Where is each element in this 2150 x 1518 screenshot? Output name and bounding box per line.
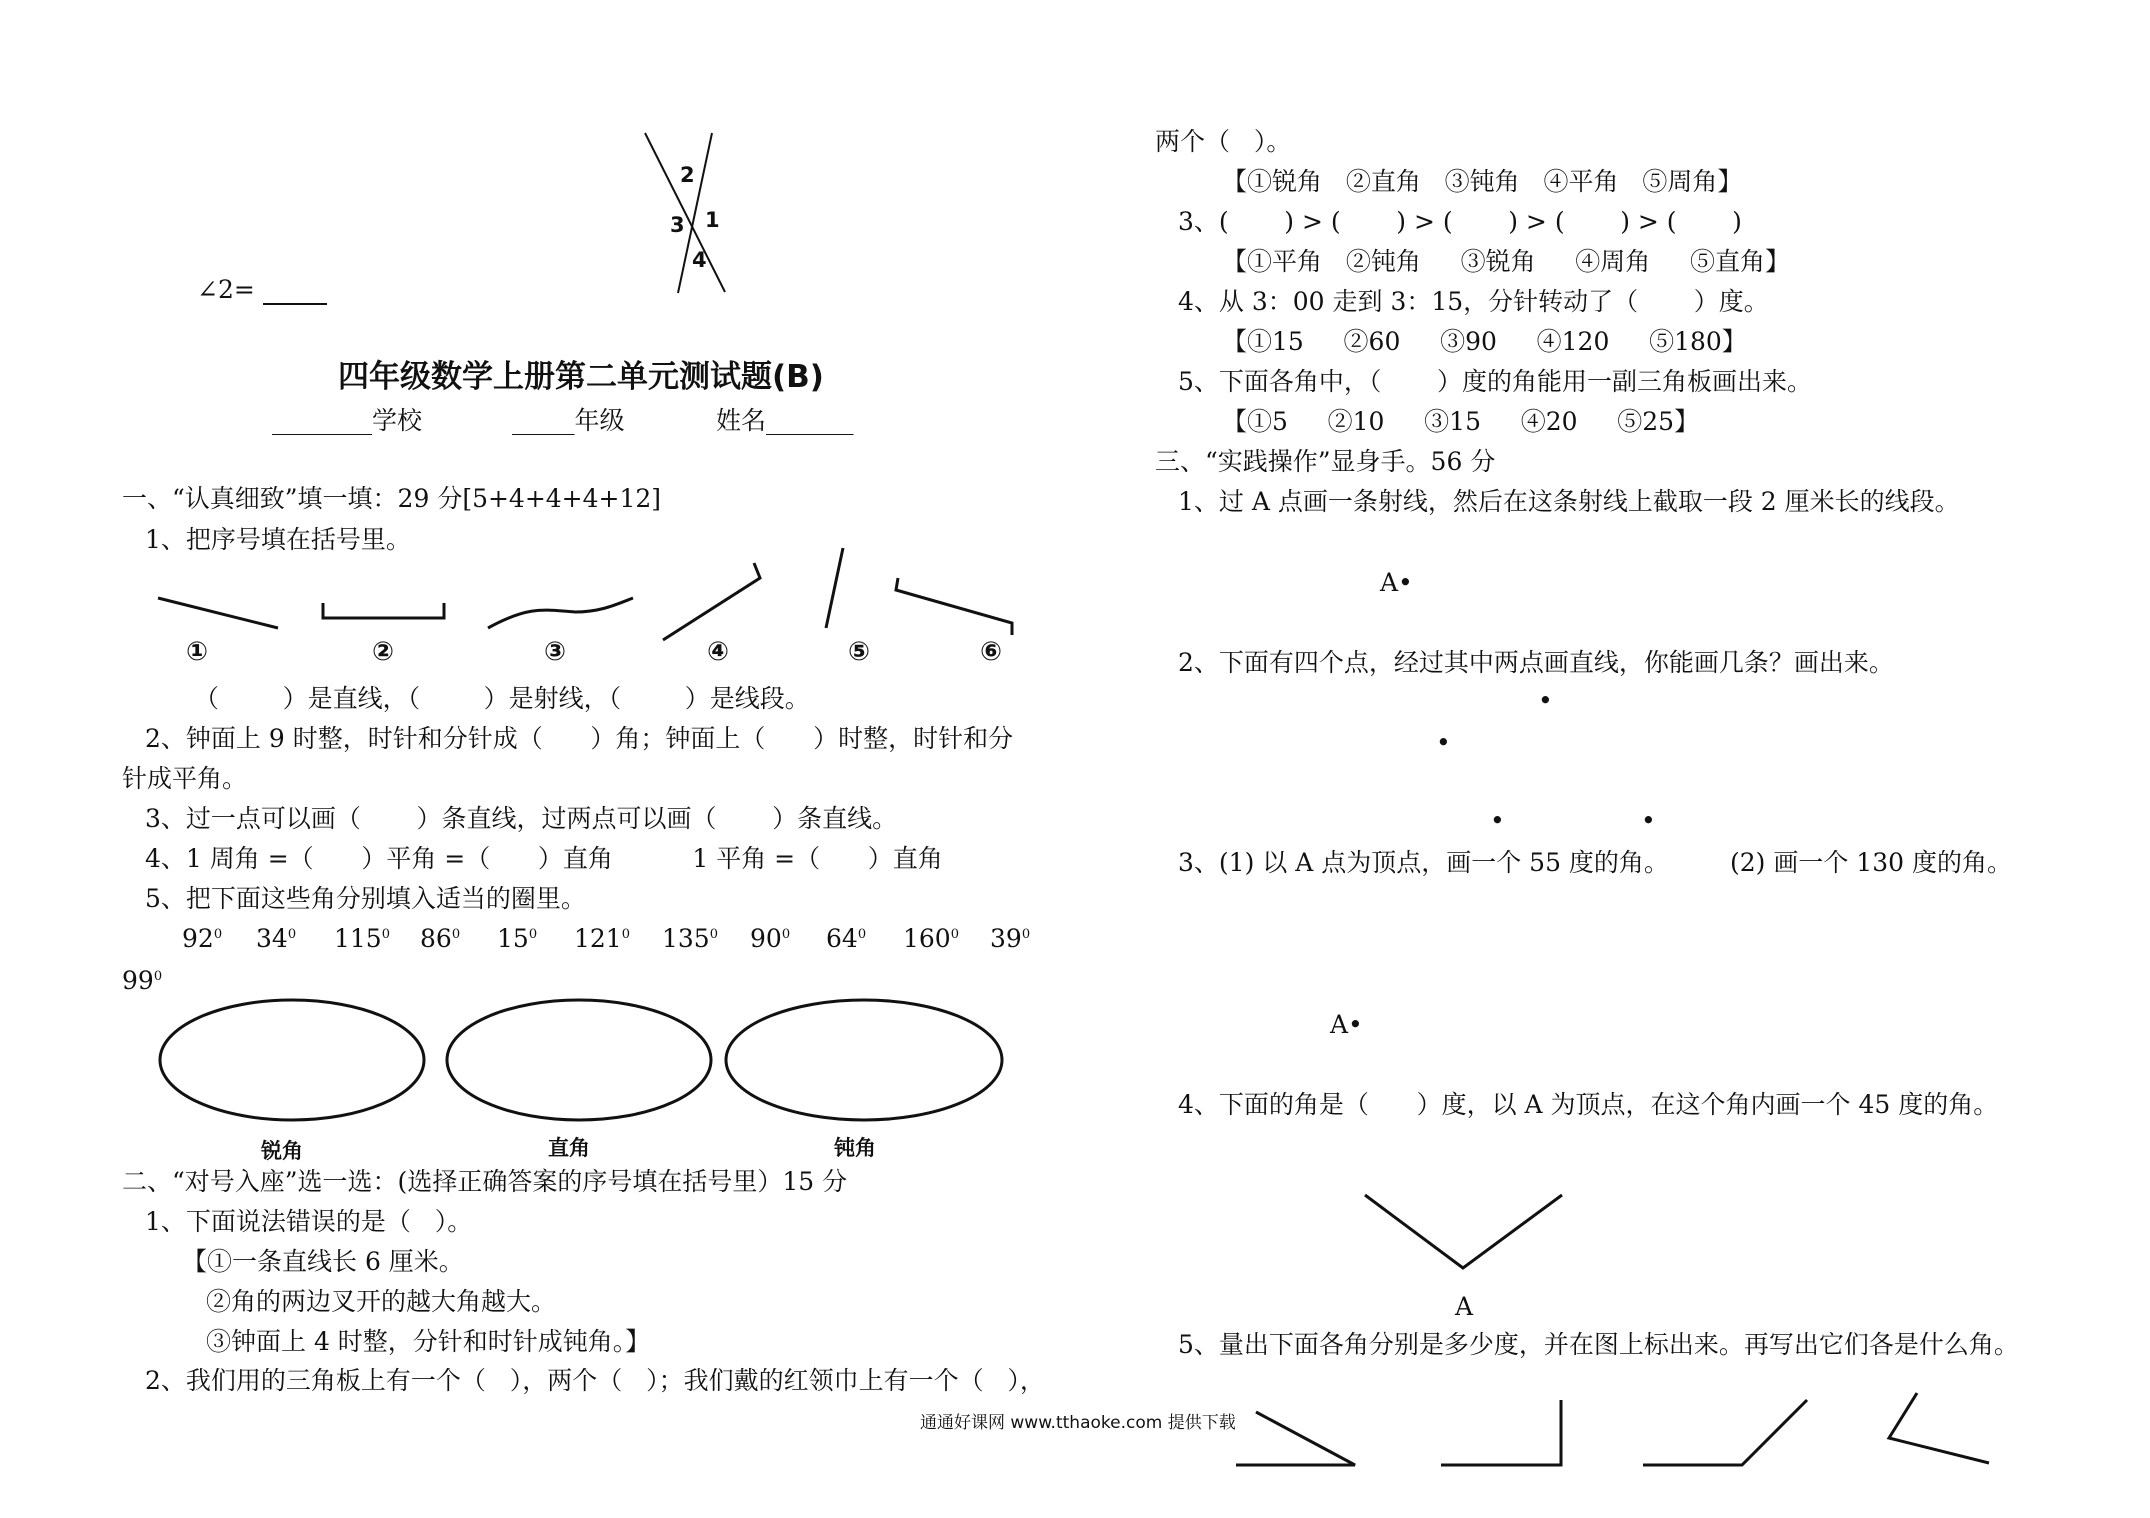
angle-value: $121^0$ [574,924,630,953]
s2-q4-options: 【①15 ②60 ③90 ④120 ⑤180】 [1222,327,1747,356]
s3-q5: 5、量出下面各角分别是多少度，并在图上标出来。再写出它们各是什么角。 [1178,1330,2019,1359]
vertex-a-label: A [1455,1292,1474,1321]
s1-q3: 3、过一点可以画（ ）条直线，过两点可以画（ ）条直线。 [145,804,898,833]
s3-q1: 1、过 A 点画一条射线，然后在这条射线上截取一段 2 厘米长的线段。 [1178,487,1960,516]
shape-label-6: ⑥ [980,637,1003,667]
section2-heading: 二、“对号入座”选一选：(选择正确答案的序号填在括号里）15 分 [122,1167,848,1196]
dot-4: • [1641,806,1656,835]
section1-heading: 一、“认真细致”填一填：29 分[5+4+4+4+12] [122,484,662,513]
s1-q2-cont: 针成平角。 [122,764,248,793]
q5-angle-1 [1236,1412,1355,1465]
angle-value: $64^0$ [826,924,867,953]
angle-value: $99^0$ [122,966,163,995]
point-a-q1: A• [1380,568,1413,597]
point-a-q3: A• [1330,1010,1363,1039]
s1-q4: 4、1 周角 =（ ）平角 =（ ）直角 1 平角 =（ ）直角 [145,844,943,873]
angle-label-3: 3 [670,213,685,237]
oval-label-obtuse: 钝角 [834,1136,876,1160]
angle-value: $115^0$ [334,924,390,953]
angle-value: $160^0$ [903,924,959,953]
angle-value: $86^0$ [420,924,461,953]
shape-label-3: ③ [544,637,567,667]
oval-label-acute: 锐角 [261,1139,303,1163]
s2-q1-opt1: 【①一条直线长 6 厘米。 [182,1247,464,1276]
s2-q5: 5、下面各角中，（ ）度的角能用一副三角板画出来。 [1178,367,1813,396]
dot-2: • [1436,728,1451,757]
angle-label-1: 1 [705,208,720,232]
s2-q1-opt3: ③钟面上 4 时整，分针和时针成钝角。】 [206,1327,651,1356]
angle-value: $15^0$ [497,924,538,953]
s3-q3b: (2) 画一个 130 度的角。 [1730,848,2012,877]
s3-q3a: 3、(1) 以 A 点为顶点，画一个 55 度的角。 [1178,848,1669,877]
s2-q2-cont: 两个（ ）。 [1155,127,1292,156]
s2-q3: 3、( ) > ( ) > ( ) > ( ) > ( ) [1178,207,1742,236]
s1-q1: 1、把序号填在括号里。 [145,525,411,554]
footer-credit: 通通好课网 www.tthaoke.com 提供下载 [920,1413,1236,1433]
s1-q5: 5、把下面这些角分别填入适当的圈里。 [145,884,586,913]
angle2-prompt: ∠2= [197,275,327,305]
dot-1: • [1538,686,1553,715]
angle-value: $92^0$ [182,924,223,953]
s2-q4: 4、从 3：00 走到 3：15，分针转动了（ ）度。 [1178,287,1769,316]
s2-q1: 1、下面说法错误的是（ ）。 [145,1207,473,1236]
s1-q2: 2、钟面上 9 时整，时针和分针成（ ）角；钟面上（ ）时整，时针和分 [145,724,1014,753]
s2-q2-options: 【①锐角 ②直角 ③钝角 ④平角 ⑤周角】 [1222,167,1743,196]
q5-angle-2 [1441,1400,1561,1465]
angle-value: $90^0$ [750,924,791,953]
shape-label-5: ⑤ [848,637,871,667]
angle-value: $39^0$ [990,924,1031,953]
shape-label-2: ② [372,637,395,667]
name-field: 姓名_______ [716,406,854,435]
shape-label-4: ④ [707,637,730,667]
s3-q4: 4、下面的角是（ ）度，以 A 为顶点，在这个角内画一个 45 度的角。 [1178,1090,1999,1119]
angle-label-4: 4 [692,248,707,272]
section3-heading: 三、“实践操作”显身手。56 分 [1155,447,1496,476]
q5-angle-4 [1889,1393,1989,1463]
q5-angle-3 [1643,1400,1807,1465]
angle-value: $135^0$ [662,924,718,953]
oval-label-right: 直角 [548,1136,590,1160]
page-title: 四年级数学上册第二单元测试题(B) [338,359,824,395]
school-field: ________学校 [272,406,423,435]
s2-q2: 2、我们用的三角板上有一个（ ），两个（ ）；我们戴的红领巾上有一个（ ）， [145,1366,1045,1395]
dot-3: • [1490,806,1505,835]
s2-q1-opt2: ②角的两边叉开的越大角越大。 [206,1287,557,1316]
grade-field: _____年级 [512,406,625,435]
angle-value: $34^0$ [256,924,297,953]
s2-q5-options: 【①5 ②10 ③15 ④20 ⑤25】 [1222,407,1700,436]
angle-label-2: 2 [680,163,695,187]
s2-q3-options: 【①平角 ②钝角 ③锐角 ④周角 ⑤直角】 [1222,247,1791,276]
s1-q1-answer: （ ）是直线，（ ）是射线，（ ）是线段。 [194,684,810,713]
s3-q2: 2、下面有四个点，经过其中两点画直线，你能画几条？画出来。 [1178,648,1894,677]
shape-label-1: ① [186,637,209,667]
